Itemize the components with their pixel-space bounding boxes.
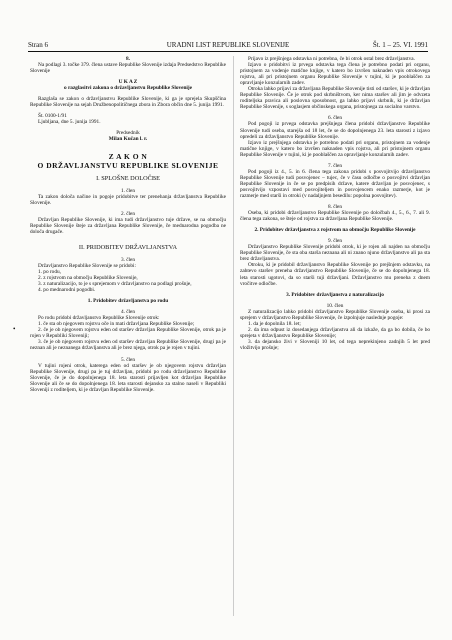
paragraph: Predsednik [116, 130, 140, 137]
paragraph: 2. da ima odpust iz dosedanjega državljanstva ali da izkaže, da ga bo dobila, če bo sprejeta v državljanstvo Republike Slovenije; [240, 326, 430, 339]
issue-date: Št. 1 – 25. VI. 1991 [372, 41, 428, 49]
paragraph: Otroka lahko prijavi za državljana Republike Slovenije tisti od staršev, ki je državljan Republike Slovenije. Če je otrok pod skrbništvom, ker nima staršev ali jim je odvzeta roditeljska pravica ali poslovna sposobnost, ga lahko prijavi skrbnik, ki je državljan Republike Slovenije, s soglasjem občinskega organa, pristojnega za socialno varstvo. [240, 86, 430, 111]
paragraph: 2. z rojstvom na območju Republike Slovenije, [38, 274, 138, 281]
paragraph: 3. da dejansko živi v Sloveniji 10 let, od tega neprekinjeno zadnjih 5 let pred vložitvijo prošnje; [240, 338, 430, 351]
paragraph: 3. z naturalizacijo, to je s sprejemom v državljanstvo na podlagi prošnje, [38, 281, 192, 288]
paragraph: Državljan Republike Slovenije, ki ima tudi državljanstvo tuje države, se na območju Republike Slovenije šteje za državljana Republike Slovenije, če mednarodna pogodba ne določa drugače. [30, 216, 226, 235]
column-divider [233, 56, 234, 616]
right-column [240, 56, 430, 351]
paragraph: I. SPLOŠNE DOLOČBE [96, 174, 160, 182]
paragraph: 8. [126, 56, 130, 62]
page-number: Stran 6 [28, 41, 49, 49]
paragraph: II. PRIDOBITEV DRŽAVLJANSTVA [78, 243, 178, 251]
running-header [28, 40, 428, 50]
paragraph: 4. po mednarodni pogodbi. [38, 287, 96, 294]
paragraph: 1. da je dopolnila 18. let; [248, 320, 301, 327]
paragraph: 6. člen [327, 115, 343, 122]
left-column [30, 56, 226, 393]
paragraph: 10. člen [326, 302, 344, 309]
paragraph: Razglaša se zakon o državljanstvu Republike Slovenije, ki ga je sprejela Skupščina Republike Slovenije na sejah Družbenopolitičnega zbora in Zbora občin dne 5. junija 1991. [30, 96, 226, 109]
paragraph: 3. če je ob njegovem rojstvu eden od staršev državljan Republike Slovenije, drugi pa je neznan ali je neznanega državljanstva ali je brez njega, otrok pa je rojen v tujini. [30, 339, 226, 352]
journal-title: URADNI LIST REPUBLIKE SLOVENIJE [166, 41, 290, 49]
paragraph: Št. 0100-1/91 [38, 113, 67, 120]
paragraph: 1. če sta ob njegovem rojstvu oče in mati državljana Republike Slovenije; [38, 321, 195, 328]
header-rule [28, 51, 428, 52]
spacer [30, 143, 226, 152]
paragraph: Državljanstvo Republike Slovenije pridobi otrok, ki je rojen ali najden na območju Republike Slovenije, če sta oba starša neznana ali ni znano njuno državljanstvo ali pa sta brez državljanstva. [240, 244, 430, 263]
paragraph: Z naturalizacijo lahko pridobi državljanstvo Republike Slovenije oseba, ki prosi za sprejem v državljanstvo Republike Slovenije, če izpolnjuje naslednje pogoje: [240, 308, 430, 321]
paragraph: Oseba, ki pridobi državljanstvo Republike Slovenije po določbah 4., 5., 6., 7. ali 9. člena tega zakona, se šteje od rojstva za državljana Republike Slovenije. [240, 210, 430, 223]
paragraph: 4. člen [120, 309, 136, 316]
paragraph: 2. člen [120, 210, 136, 217]
paragraph: o razglasitvi zakona o državljanstvu Republike Slovenije [63, 85, 192, 92]
paragraph: 2. Pridobitev državljanstva z rojstvom na območju Republike Slovenije [254, 227, 416, 234]
paragraph: 1. člen [120, 187, 136, 194]
paragraph: 3. člen [120, 256, 136, 263]
paragraph: 1. Pridobitev državljanstva po rodu [87, 298, 169, 305]
paragraph: Izjavo o pridobitvi iz prvega odstavka tega člena je potrebno podati pri organu, pristojnem za vodenje matične knjige, v katero bo izvršen naknaden vpis otrokovega rojstva, ali pri pristojnem organu Republike Slovenije v tujini, ki je pooblaščen za opravljanje konzularnih zadev. [240, 62, 430, 87]
paragraph: 9. člen [327, 238, 343, 245]
paragraph: Prijavo iz prejšnjega odstavka ni potrebna, če bi otrok ostal brez državljanstva. [248, 56, 415, 62]
paragraph: Ta zakon določa načine in pogoje pridobitve ter prenehanja državljanstva Republike Slovenije. [30, 193, 226, 206]
paragraph: 1. po rodu, [38, 268, 61, 275]
paragraph: 8. člen [327, 204, 343, 211]
paragraph: Po rodu pridobi državljanstvo Republike Slovenije otrok: [38, 315, 160, 322]
paragraph: Izjavo iz prejšnjega odstavka je potrebno podati pri organu, pristojnem za vodenje matične knjige, v katero bo izvršen naknaden vpis rojstva, ali pri pristojnem organu Republike Slovenije v tujini, ki je pooblaščen za opravljanje konzularnih zadev. [240, 139, 430, 158]
paragraph: 7. člen [327, 162, 343, 169]
paragraph: Z A K O N [108, 151, 148, 161]
paragraph: Na podlagi 3. točke 379. člena ustave Republike Slovenije izdaja Predsedstvo Republike Slovenije [30, 62, 226, 75]
spacer [30, 235, 226, 244]
paragraph: U K A Z [118, 79, 138, 86]
paragraph: Otroku, ki je pridobil državljanstvo Republike Slovenije po prejšnjem odstavku, na zahtevo staršev preneha državljanstvo Republike Slovenije, če se do dopolnjenega 18. leta starosti ugotovi, da so starši tuji državljani. Državljanstvo mu preneha z dnem vročitve odločbe. [240, 262, 430, 287]
paragraph: Pod pogoji iz 4., 5. in 6. člena tega zakona pridobi s posvojitvijo državljanstvo Republike Slovenije tudi posvojenec – tujec, če v času odločbe o posvojitvi državljan Republike Slovenije in če se po predpisih države, katere državljan je posvojenec, s posvojitvijo vzpostavi med posvojiteljem in posvojencem enako razmerje, kot je razmerje med starši in otroki (v nadaljnjem besedilu: popolna posvojitev). [240, 168, 430, 199]
paragraph: Državljanstvo Republike Slovenije se pridobi: [38, 262, 136, 269]
paragraph: Milan Kučan l. r. [108, 136, 148, 143]
paragraph: 3. Pridobitev državljanstva z naturalizacijo [286, 291, 384, 298]
margin-mark: • [13, 325, 16, 333]
paragraph: Pod pogoji iz prvega odstavka prejšnjega člena pridobi državljanstvo Republike Slovenije tudi oseba, starejša od 18 let, če se do dopolnjenega 23. leta starosti z izjavo opredeli za državljanstvo Republike Slovenije. [240, 121, 430, 140]
paragraph: 2. če je ob njegovem rojstvu eden od staršev državljan Republike Slovenije, otrok pa je rojen v Republiki Sloveniji; [30, 327, 226, 340]
paragraph: Ljubljana, dne 5. junija 1991. [38, 119, 101, 126]
paragraph: V tujini rojeni otrok, katerega eden od staršev je ob njegovem rojstvu državljan Republike Slovenije, drugi pa je tuj državljan, pridobi po rodu državljanstvo Republike Slovenije, če je do dopolnjenega 18. leta starosti prijavljen kot državljan Republike Slovenije ali če se do dopolnjenega 18. leta starosti dejansko za stalno naseli v Republiki Sloveniji z roditeljem, ki je državljan Republike Slovenije. [30, 362, 226, 393]
paragraph: 5. člen [120, 356, 136, 363]
paragraph: O DRŽAVLJANSTVU REPUBLIKE SLOVENIJE [37, 160, 219, 170]
